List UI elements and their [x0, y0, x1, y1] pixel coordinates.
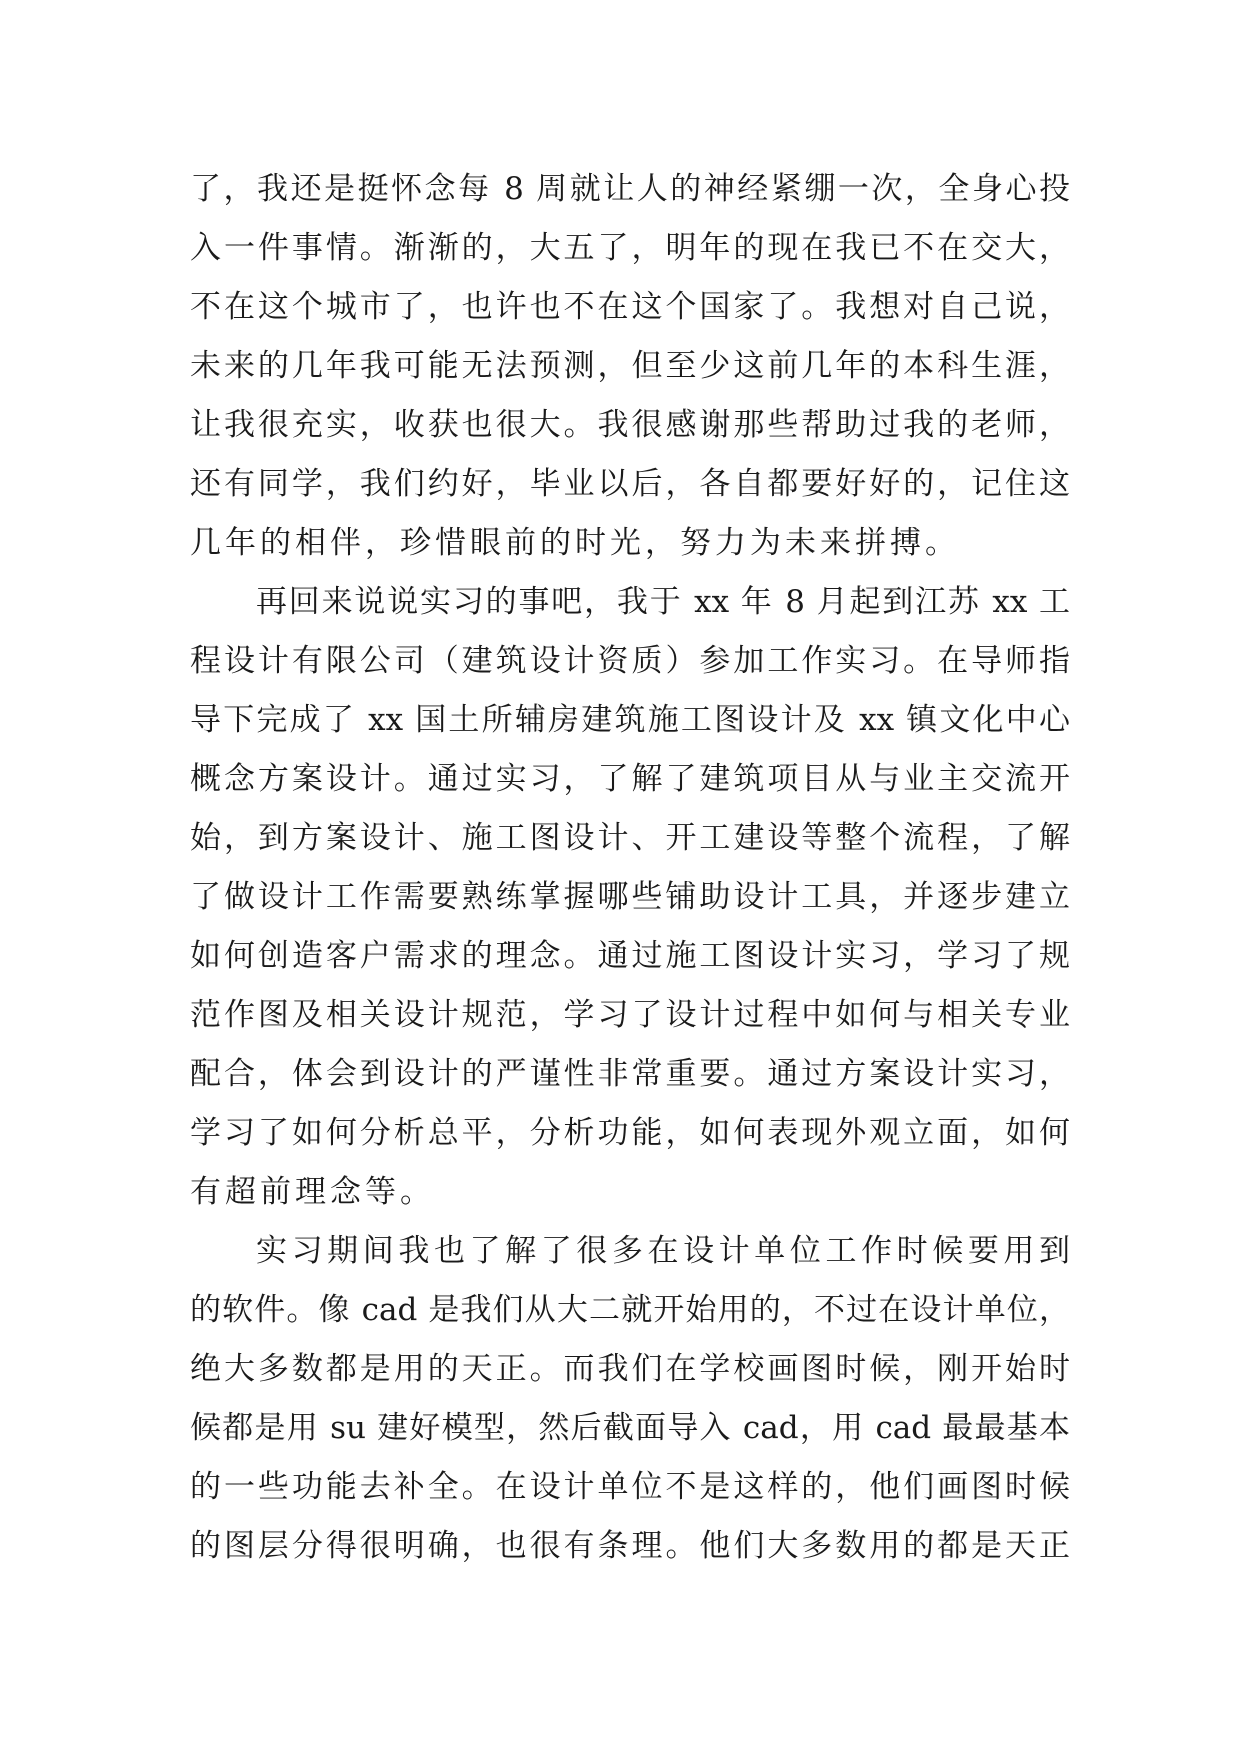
text-line: 程设计有限公司（建筑设计资质）参加工作实习。在导师指: [190, 643, 1070, 679]
text-line: 的软件。像 cad 是我们从大二就开始用的，不过在设计单位，: [190, 1292, 1070, 1328]
text-line: 导下完成了 xx 国土所辅房建筑施工图设计及 xx 镇文化中心: [190, 702, 1070, 738]
text-line: 了，我还是挺怀念每 8 周就让人的神经紧绷一次，全身心投: [190, 171, 1070, 207]
text-line: 还有同学，我们约好，毕业以后，各自都要好好的，记住这: [190, 466, 1070, 502]
text-line: 再回来说说实习的事吧，我于 xx 年 8 月起到江苏 xx 工: [256, 584, 1070, 620]
text-line: 配合，体会到设计的严谨性非常重要。通过方案设计实习，: [190, 1056, 1070, 1092]
text-line: 的一些功能去补全。在设计单位不是这样的，他们画图时候: [190, 1469, 1070, 1505]
text-line: 学习了如何分析总平，分析功能，如何表现外观立面，如何: [190, 1115, 1070, 1151]
text-line: 候都是用 su 建好模型，然后截面导入 cad，用 cad 最最基本: [190, 1410, 1070, 1446]
paragraph-1: [190, 160, 1070, 573]
text-line: 了做设计工作需要熟练掌握哪些铺助设计工具，并逐步建立: [190, 879, 1070, 915]
text-line: 的图层分得很明确，也很有条理。他们大多数用的都是天正: [190, 1528, 1070, 1564]
text-line: 有超前理念等。: [190, 1174, 435, 1210]
text-line: 几年的相伴，珍惜眼前的时光，努力为未来拼搏。: [190, 525, 960, 561]
text-line: 始，到方案设计、施工图设计、开工建设等整个流程，了解: [190, 820, 1070, 856]
text-line: 概念方案设计。通过实习，了解了建筑项目从与业主交流开: [190, 761, 1070, 797]
text-line: 让我很充实，收获也很大。我很感谢那些帮助过我的老师，: [190, 407, 1070, 443]
document-body: [190, 160, 1070, 1576]
paragraph-2: [190, 573, 1070, 1222]
text-line: 范作图及相关设计规范，学习了设计过程中如何与相关专业: [190, 997, 1070, 1033]
text-line: 绝大多数都是用的天正。而我们在学校画图时候，刚开始时: [190, 1351, 1070, 1387]
paragraph-3: [190, 1222, 1070, 1576]
text-line: 实习期间我也了解了很多在设计单位工作时候要用到: [256, 1233, 1070, 1269]
text-line: 入一件事情。渐渐的，大五了，明年的现在我已不在交大，: [190, 230, 1070, 266]
text-line: 如何创造客户需求的理念。通过施工图设计实习，学习了规: [190, 938, 1070, 974]
text-line: 未来的几年我可能无法预测，但至少这前几年的本科生涯，: [190, 348, 1070, 384]
text-line: 不在这个城市了，也许也不在这个国家了。我想对自己说，: [190, 289, 1070, 325]
